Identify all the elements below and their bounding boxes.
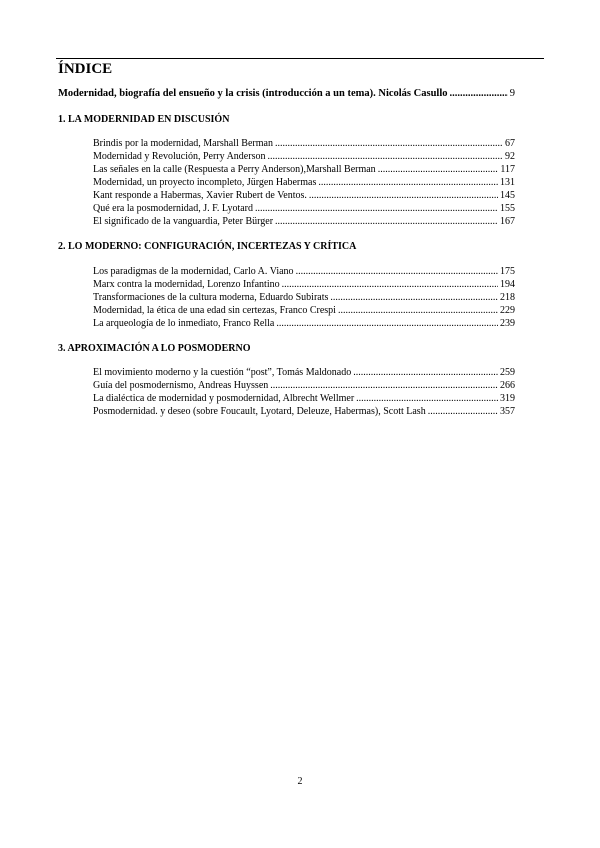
leader-dots xyxy=(353,367,498,379)
leader-dots xyxy=(428,406,498,418)
entry-title: Modernidad, biografía del ensueño y la crisis (introducción a un tema). Nicolás Casullo xyxy=(58,88,448,99)
leader-dots xyxy=(276,318,498,330)
leader-dots xyxy=(270,380,498,392)
toc-entry xyxy=(93,393,515,405)
section-heading: 1. LA MODERNIDAD EN DISCUSIÓN xyxy=(58,114,230,125)
entry-page: 155 xyxy=(500,203,515,214)
entry-page: 319 xyxy=(500,393,515,404)
toc-entry xyxy=(93,164,515,176)
entry-title: Brindis por la modernidad, Marshall Berman xyxy=(93,138,273,149)
entry-page: 266 xyxy=(500,380,515,391)
section-heading: 2. LO MODERNO: CONFIGURACIÓN, INCERTEZAS Y CRÍTICA xyxy=(58,241,357,252)
leader-dots xyxy=(309,190,498,202)
entry-page: 175 xyxy=(500,266,515,277)
toc-entry xyxy=(93,266,515,278)
leader-dots xyxy=(267,151,503,163)
entry-title: La arqueología de lo inmediato, Franco Rella xyxy=(93,318,275,329)
toc-entry xyxy=(93,216,515,228)
toc-entry xyxy=(93,406,515,418)
entry-title: Modernidad, un proyecto incompleto, Jürgen Habermas xyxy=(93,177,317,188)
toc-entry xyxy=(93,305,515,317)
entry-title: La dialéctica de modernidad y posmodernidad, Albrecht Wellmer xyxy=(93,393,355,404)
entry-title: Modernidad y Revolución, Perry Anderson xyxy=(93,151,266,162)
entry-page: 67 xyxy=(505,138,515,149)
section-heading: 3. APROXIMACIÓN A LO POSMODERNO xyxy=(58,343,251,354)
leader-dots xyxy=(318,177,498,189)
entry-title: Kant responde a Habermas, Xavier Rubert de Ventos. xyxy=(93,190,307,201)
toc-entry xyxy=(93,380,515,392)
entry-page: 9 xyxy=(509,88,515,99)
toc-entry xyxy=(93,279,515,291)
toc-entry xyxy=(93,177,515,189)
toc-entry xyxy=(93,367,515,379)
entry-title: Guía del posmodernismo, Andreas Huyssen xyxy=(93,380,269,391)
toc-entry xyxy=(93,138,515,150)
page-number: 2 xyxy=(297,776,303,787)
entry-title: Las señales en la calle (Respuesta a Perry Anderson),Marshall Berman xyxy=(93,164,376,175)
entry-title: Modernidad, la ética de una edad sin certezas, Franco Crespi xyxy=(93,305,336,316)
leader-dots xyxy=(275,138,503,150)
entry-page: 218 xyxy=(500,292,515,303)
entry-page: 229 xyxy=(500,305,515,316)
leader-dots xyxy=(356,393,498,405)
leader-dots xyxy=(450,88,508,99)
intro-entry xyxy=(58,88,515,99)
entry-page: 92 xyxy=(505,151,515,162)
leader-dots xyxy=(255,203,498,215)
entry-page: 357 xyxy=(500,406,515,417)
page-title: ÍNDICE xyxy=(58,61,113,77)
toc-entry xyxy=(93,190,515,202)
entry-title: El significado de la vanguardia, Peter Bürger xyxy=(93,216,274,227)
entry-page: 117 xyxy=(500,164,515,175)
leader-dots xyxy=(330,292,498,304)
entry-page: 259 xyxy=(500,367,515,378)
leader-dots xyxy=(338,305,498,317)
leader-dots xyxy=(275,216,498,228)
entry-title: Los paradigmas de la modernidad, Carlo A. Viano xyxy=(93,266,294,277)
entry-title: El movimiento moderno y la cuestión “post”, Tomás Maldonado xyxy=(93,367,352,378)
toc-entry xyxy=(93,318,515,330)
entry-title: Qué era la posmodernidad, J. F. Lyotard xyxy=(93,203,253,214)
entry-title: Marx contra la modernidad, Lorenzo Infantino xyxy=(93,279,280,290)
entry-page: 167 xyxy=(500,216,515,227)
toc-entry xyxy=(93,292,515,304)
leader-dots xyxy=(282,279,498,291)
toc-entry xyxy=(93,203,515,215)
entry-page: 131 xyxy=(500,177,515,188)
leader-dots xyxy=(378,164,499,176)
entry-title: Transformaciones de la cultura moderna, Eduardo Subirats xyxy=(93,292,329,303)
toc-entry xyxy=(93,151,515,163)
entry-title: Posmodernidad. y deseo (sobre Foucault, Lyotard, Deleuze, Habermas), Scott Lash xyxy=(93,406,426,417)
leader-dots xyxy=(296,266,498,278)
entry-page: 145 xyxy=(500,190,515,201)
entry-page: 194 xyxy=(500,279,515,290)
header-rule xyxy=(56,58,544,59)
entry-page: 239 xyxy=(500,318,515,329)
